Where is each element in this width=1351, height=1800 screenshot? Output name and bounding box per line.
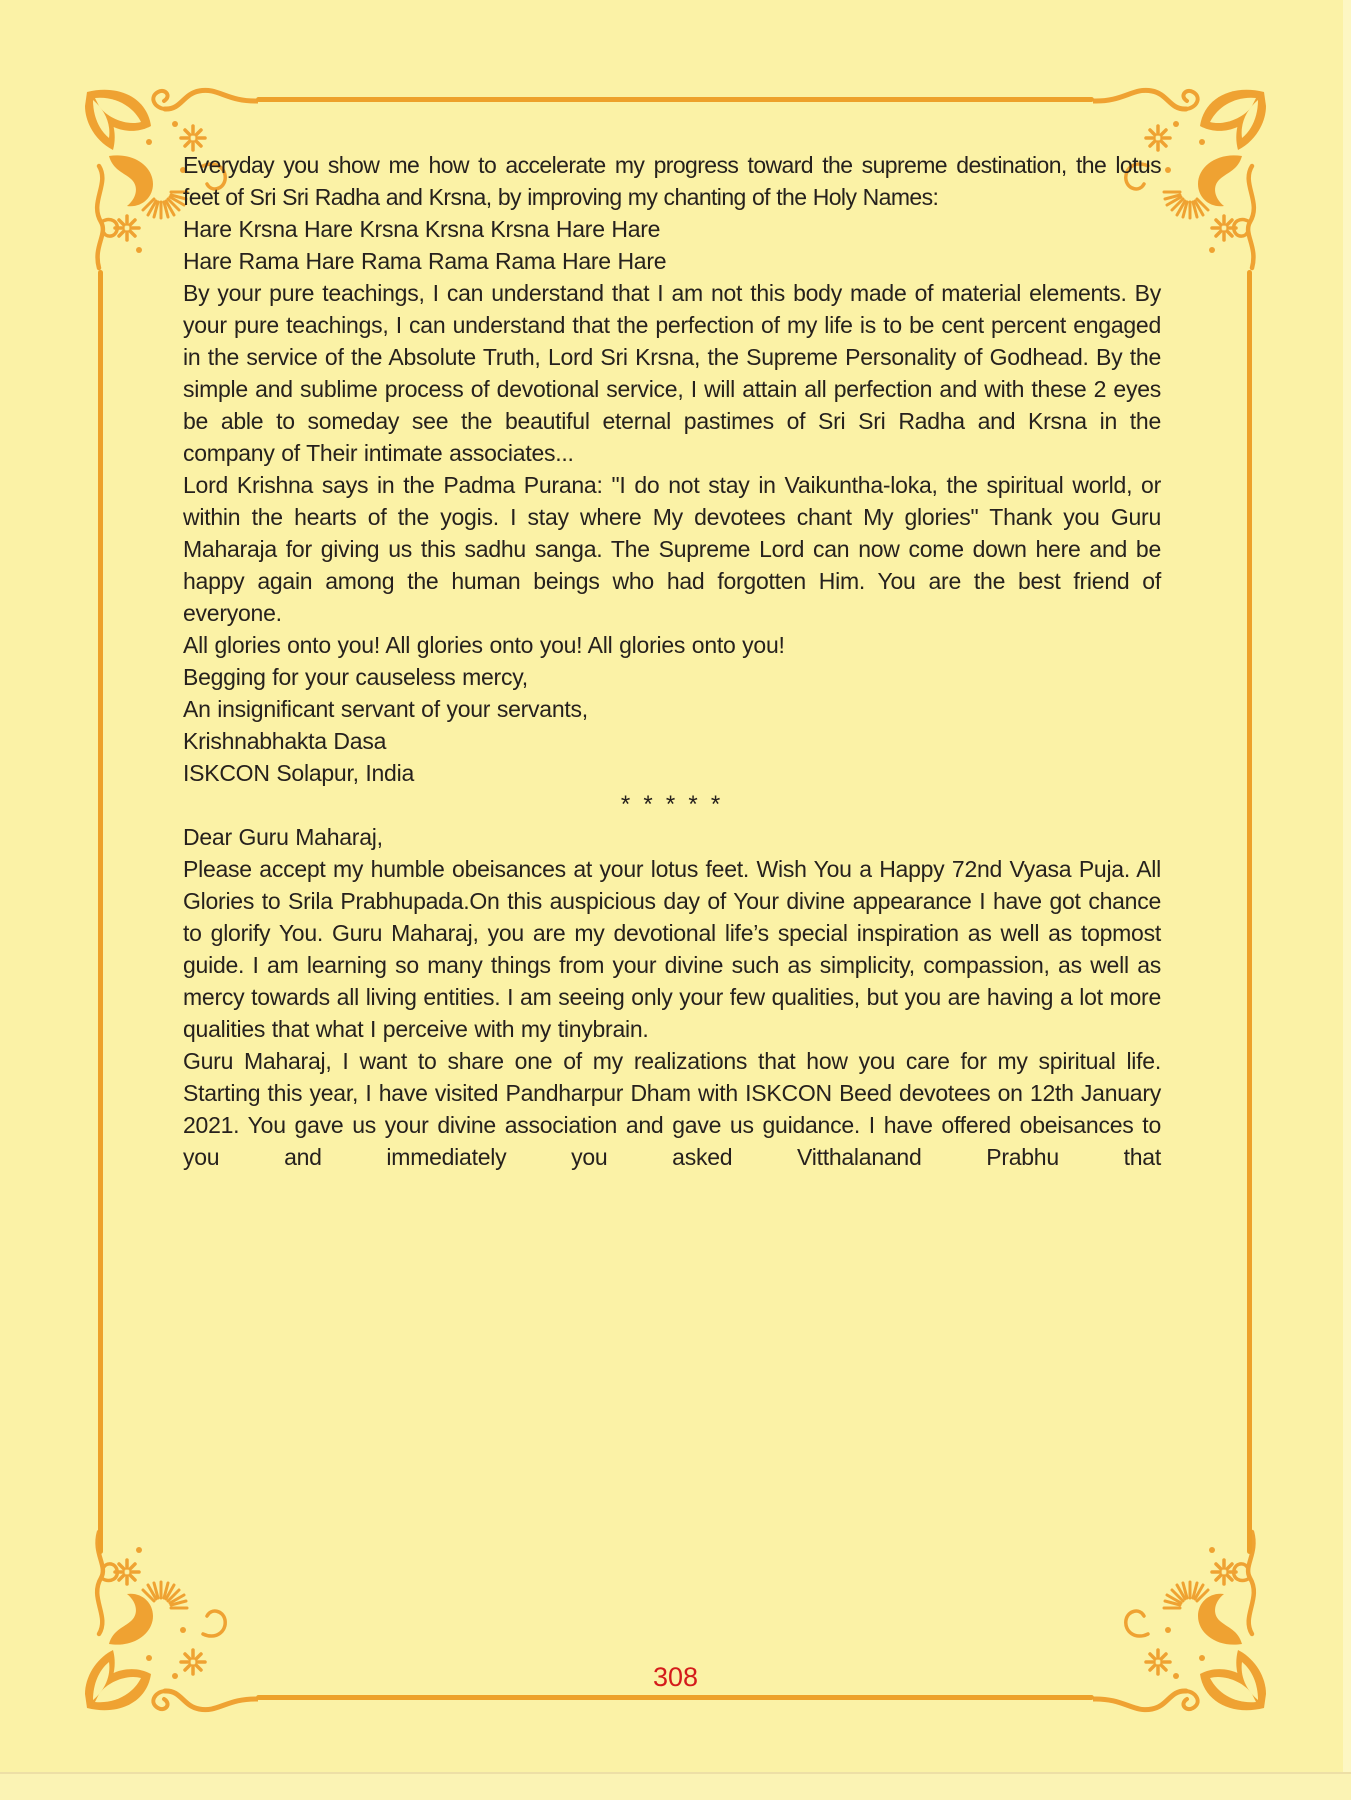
- signature-name: Krishnabhakta Dasa: [183, 728, 387, 754]
- mantra-line-1: Hare Krsna Hare Krsna Krsna Krsna Hare Hare: [183, 216, 661, 242]
- padma-purana-paragraph: Lord Krishna says in the Padma Purana: "I do not stay in Vaikuntha-loka, the spiritual world, or within the hearts of the yogis. I stay where My devotees chant My glories" Thank you Guru Maharaja for giving us this sadhu sanga. The Supreme Lord can now come down here and be happy again among the human beings who had forgotten Him. You are the best friend of everyone.: [183, 472, 1161, 626]
- letter-text-column: [183, 149, 1161, 1173]
- offering-paragraph-1: Please accept my humble obeisances at your lotus feet. Wish You a Happy 72nd Vyasa Puja. All Glories to Srila Prabhupada.On this auspicious day of Your divine appearance I have got chance to glorify You. Guru Maharaj, you are my devotional life’s special inspiration as well as topmost guide. I am learning so many things from your divine such as simplicity, compassion, as well as mercy towards all living entities. I am seeing only your few qualities, but you are having a lot more qualities that what I perceive with my tinybrain.: [183, 856, 1161, 1042]
- border-line-left: [98, 270, 103, 1554]
- opening-paragraph: Everyday you show me how to accelerate my progress toward the supreme destination, the lotus feet of Sri Sri Radha and Krsna, by improving my chanting of the Holy Names:: [183, 152, 1161, 210]
- border-line-top: [256, 97, 1094, 102]
- mantra-line-2: Hare Rama Hare Rama Rama Rama Hare Hare: [183, 248, 667, 274]
- border-line-right: [1247, 270, 1252, 1554]
- section-separator: * * * * *: [620, 791, 724, 818]
- offering-paragraph-2: Guru Maharaj, I want to share one of my realizations that how you care for my spiritual life. Starting this year, I have visited Pandharpur Dham with ISKCON Beed devotees on 12th January 2021. You gave us your divine association and gave us guidance. I have offered obeisances to you and immediately you asked Vitthalanand Prabhu that: [183, 1048, 1161, 1170]
- mercy-line: Begging for your causeless mercy,: [183, 664, 528, 690]
- signature-place: ISKCON Solapur, India: [183, 760, 414, 786]
- teachings-paragraph: By your pure teachings, I can understand that I am not this body made of material elements. By your pure teachings, I can understand that the perfection of my life is to be cent percent engaged in the service of the Absolute Truth, Lord Sri Krsna, the Supreme Personality of Godhead. By the simple and sublime process of devotional service, I will attain all perfection and with these 2 eyes be able to someday see the beautiful eternal pastimes of Sri Sri Radha and Krsna in the company of Their intimate associates...: [183, 280, 1161, 466]
- glories-line: All glories onto you! All glories onto you! All glories onto you!: [183, 632, 785, 658]
- border-line-bottom: [256, 1695, 1094, 1700]
- salutation: Dear Guru Maharaj,: [183, 824, 383, 850]
- page-edge-bottom: [0, 1772, 1351, 1800]
- page-number: 308: [652, 1662, 699, 1692]
- servant-line: An insignificant servant of your servants,: [183, 696, 588, 722]
- page-edge-right: [1343, 0, 1351, 1800]
